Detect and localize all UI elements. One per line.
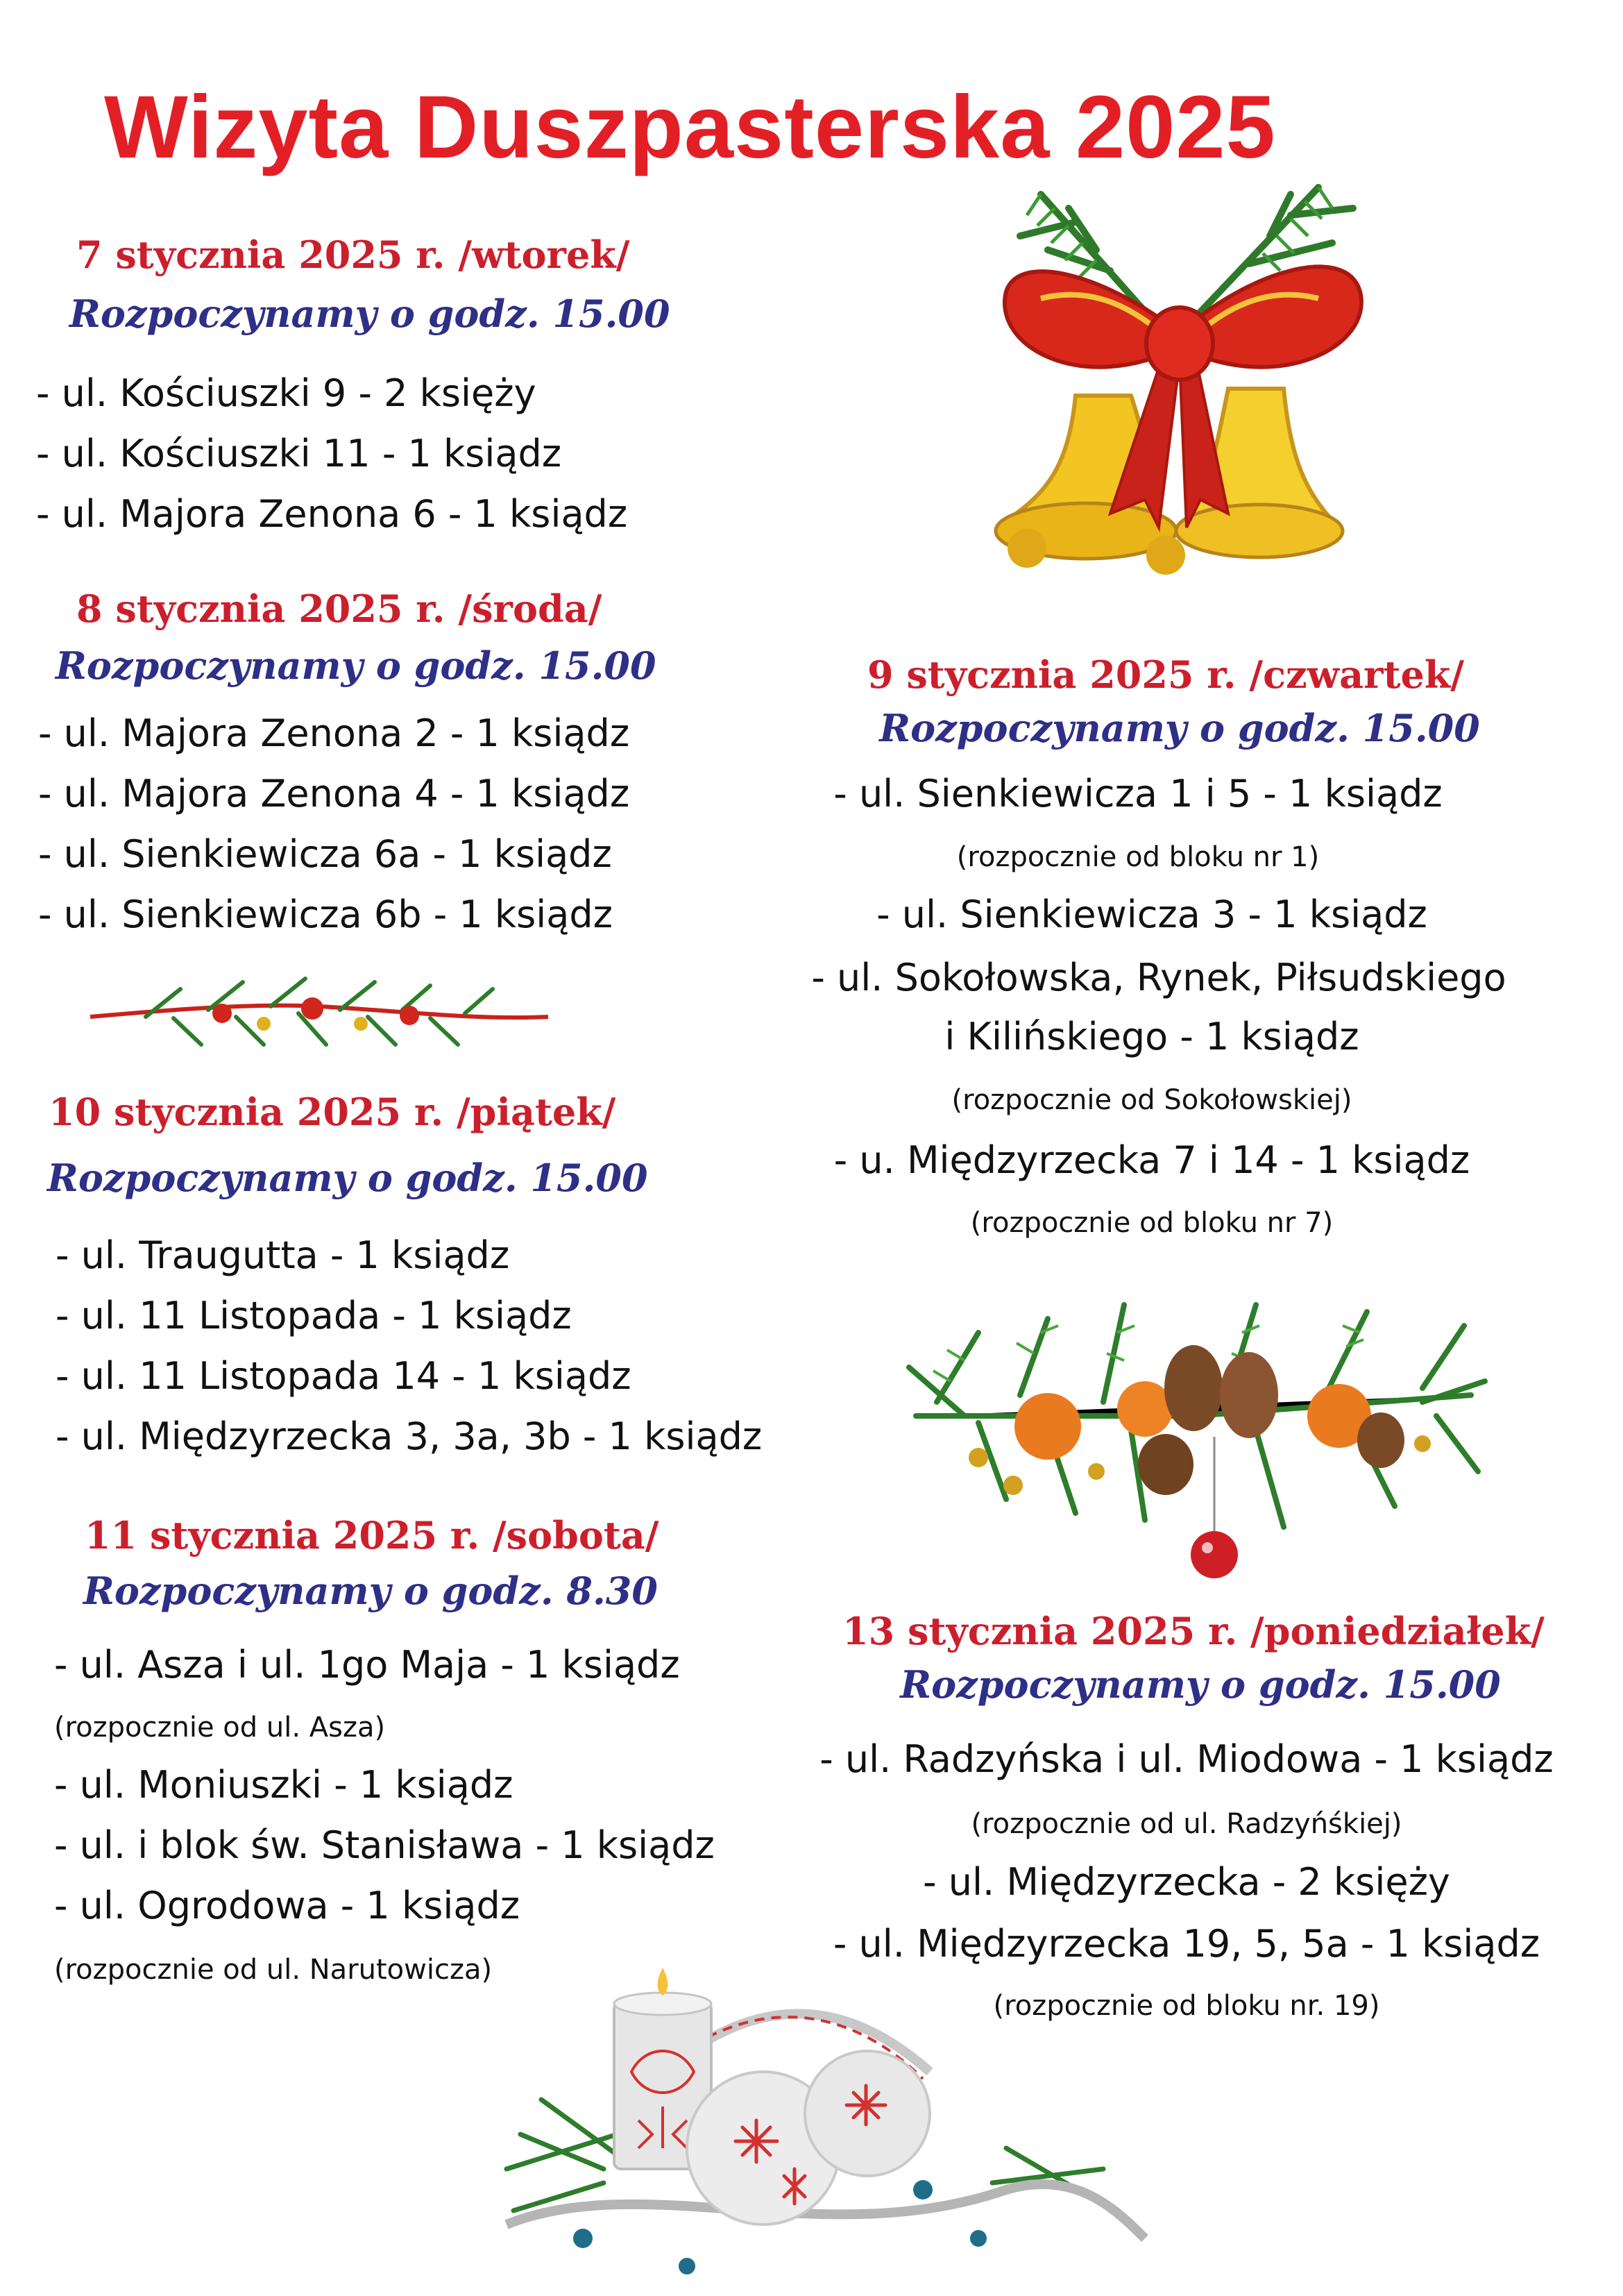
day-3-date: 9 stycznia 2025 r. /czwartek/ xyxy=(867,652,1465,697)
day-3-line: - u. Międzyrzecka 7 i 14 - 1 ksiądz xyxy=(833,1138,1470,1182)
day-2-line: - ul. Majora Zenona 4 - 1 ksiądz xyxy=(38,772,630,816)
day-6-line: - ul. Radzyńska i ul. Miodowa - 1 ksiądz xyxy=(819,1737,1554,1781)
day-5-line: - ul. i blok św. Stanisława - 1 ksiądz xyxy=(54,1823,715,1867)
day-6-start: Rozpoczynamy o godz. 15.00 xyxy=(900,1662,1501,1707)
day-3-line: - ul. Sokołowska, Rynek, Piłsudskiego xyxy=(811,956,1506,999)
pine-garland-icon xyxy=(83,968,555,1065)
day-3-line: - ul. Sienkiewicza 3 - 1 ksiądz xyxy=(876,893,1427,936)
day-5-start: Rozpoczynamy o godz. 8.30 xyxy=(83,1569,658,1613)
bells-with-bow-icon xyxy=(902,167,1457,611)
day-5-note: (rozpocznie od ul. Asza) xyxy=(54,1712,386,1744)
day-3-note: (rozpocznie od bloku nr 1) xyxy=(956,841,1320,873)
day-4-line: - ul. Międzyrzecka 3, 3a, 3b - 1 ksiądz xyxy=(56,1415,763,1458)
pine-cone-branch-icon xyxy=(895,1277,1492,1603)
day-2-line: - ul. Majora Zenona 2 - 1 ksiądz xyxy=(38,711,630,755)
day-2-line: - ul. Sienkiewicza 6a - 1 ksiądz xyxy=(38,832,612,876)
day-5-line: - ul. Moniuszki - 1 ksiądz xyxy=(54,1763,513,1807)
day-5-line: - ul. Asza i ul. 1go Maja - 1 ksiądz xyxy=(54,1643,680,1687)
day-3-line: - ul. Sienkiewicza 1 i 5 - 1 ksiądz xyxy=(833,772,1443,816)
day-3-start: Rozpoczynamy o godz. 15.00 xyxy=(879,706,1480,750)
page-title: Wizyta Duszpasterska 2025 xyxy=(104,78,1276,177)
day-1-line: - ul. Majora Zenona 6 - 1 ksiądz xyxy=(36,492,628,536)
day-1-date: 7 stycznia 2025 r. /wtorek/ xyxy=(76,233,630,277)
candle-ornaments-icon xyxy=(479,1961,1159,2294)
day-2-line: - ul. Sienkiewicza 6b - 1 ksiądz xyxy=(38,893,613,936)
day-3-note: (rozpocznie od Sokołowskiej) xyxy=(951,1084,1352,1116)
day-4-start: Rozpoczynamy o godz. 15.00 xyxy=(47,1156,648,1200)
day-6-line: - ul. Międzyrzecka - 2 księży xyxy=(923,1860,1450,1904)
day-1-line: - ul. Kościuszki 9 - 2 księży xyxy=(36,371,536,415)
day-2-start: Rozpoczynamy o godz. 15.00 xyxy=(56,643,656,688)
day-4-date: 10 stycznia 2025 r. /piątek/ xyxy=(49,1090,616,1134)
day-3-line: i Kilińskiego - 1 ksiądz xyxy=(944,1015,1359,1058)
day-6-note: (rozpocznie od bloku nr. 19) xyxy=(993,1990,1380,2022)
day-6-date: 13 stycznia 2025 r. /poniedziałek/ xyxy=(842,1609,1545,1653)
day-5-line: - ul. Ogrodowa - 1 ksiądz xyxy=(54,1884,520,1927)
day-4-line: - ul. 11 Listopada 14 - 1 ksiądz xyxy=(56,1354,631,1398)
day-6-note: (rozpocznie od ul. Radzyńśkiej) xyxy=(971,1808,1402,1840)
day-3-note: (rozpocznie od bloku nr 7) xyxy=(970,1207,1334,1239)
day-1-start: Rozpoczynamy o godz. 15.00 xyxy=(69,292,670,336)
day-1-line: - ul. Kościuszki 11 - 1 ksiądz xyxy=(36,432,562,475)
day-2-date: 8 stycznia 2025 r. /środa/ xyxy=(76,586,602,631)
day-4-line: - ul. Traugutta - 1 ksiądz xyxy=(56,1233,510,1277)
day-6-line: - ul. Międzyrzecka 19, 5, 5a - 1 ksiądz xyxy=(833,1922,1540,1966)
day-4-line: - ul. 11 Listopada - 1 ksiądz xyxy=(56,1294,572,1337)
day-5-date: 11 stycznia 2025 r. /sobota/ xyxy=(85,1513,659,1558)
day-5-note: (rozpocznie od ul. Narutowicza) xyxy=(54,1954,493,1986)
